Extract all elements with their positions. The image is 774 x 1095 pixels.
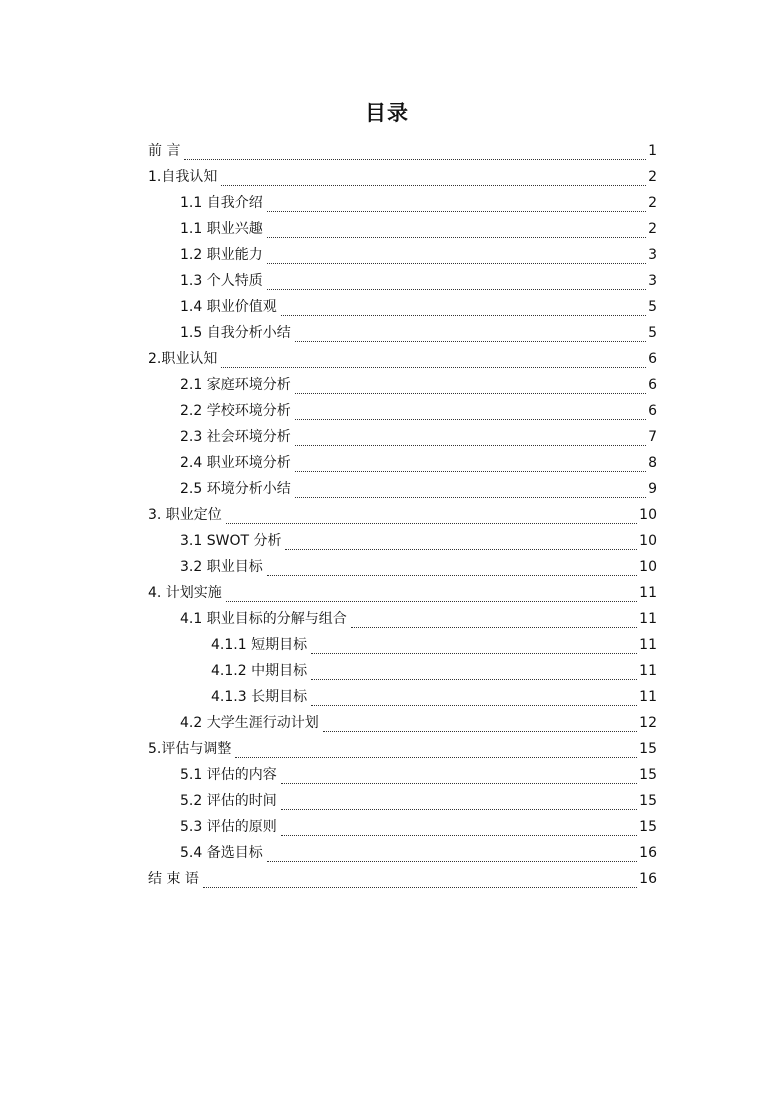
toc-entry-preface[interactable]	[148, 138, 657, 164]
toc-entry-4-1-2[interactable]	[211, 658, 657, 684]
toc-entry-2-5[interactable]	[180, 476, 657, 502]
toc-leader-dots	[295, 497, 646, 498]
toc-leader-dots	[295, 419, 646, 420]
toc-entry-label: 1.2 职业能力	[180, 247, 263, 263]
toc-page-number: 6	[648, 377, 657, 393]
toc-leader-dots	[285, 549, 637, 550]
toc-entry-1-5[interactable]	[180, 320, 657, 346]
toc-entry-2-1[interactable]	[180, 372, 657, 398]
toc-page-number: 7	[648, 429, 657, 445]
toc-leader-dots	[267, 289, 646, 290]
toc-page-number: 5	[648, 325, 657, 341]
toc-leader-dots	[221, 367, 646, 368]
toc-page-number: 3	[648, 273, 657, 289]
toc-leader-dots	[221, 185, 646, 186]
toc-entry-1[interactable]	[148, 164, 657, 190]
toc-page-number: 8	[648, 455, 657, 471]
toc-leader-dots	[311, 653, 637, 654]
toc-entry-label: 1.1 自我介绍	[180, 195, 263, 211]
toc-page-number: 11	[639, 663, 657, 679]
toc-entry-4-2[interactable]	[180, 710, 657, 736]
toc-page-number: 10	[639, 559, 657, 575]
toc-leader-dots	[281, 809, 637, 810]
toc-page-number: 15	[639, 819, 657, 835]
toc-entry-label: 5.1 评估的内容	[180, 767, 277, 783]
toc-entry-conclusion[interactable]	[148, 866, 657, 892]
toc-entry-label: 1.3 个人特质	[180, 273, 263, 289]
toc-leader-dots	[267, 211, 646, 212]
toc-leader-dots	[295, 471, 646, 472]
toc-entry-label: 3.1 SWOT 分析	[180, 533, 282, 549]
toc-entry-label: 4.1 职业目标的分解与组合	[180, 611, 347, 627]
toc-entry-label: 结 束 语	[148, 871, 199, 887]
toc-leader-dots	[235, 757, 637, 758]
toc-leader-dots	[295, 393, 646, 394]
toc-leader-dots	[267, 575, 637, 576]
toc-page-number: 2	[648, 169, 657, 185]
toc-page-number: 2	[648, 221, 657, 237]
toc-entry-5-2[interactable]	[180, 788, 657, 814]
toc-entry-4-1[interactable]	[180, 606, 657, 632]
toc-leader-dots	[281, 783, 637, 784]
toc-entry-label: 2.4 职业环境分析	[180, 455, 291, 471]
toc-entry-2-3[interactable]	[180, 424, 657, 450]
toc-leader-dots	[351, 627, 637, 628]
toc-entry-label: 5.3 评估的原则	[180, 819, 277, 835]
toc-leader-dots	[311, 679, 637, 680]
toc-entry-1-3[interactable]	[180, 268, 657, 294]
toc-entry-1-4[interactable]	[180, 294, 657, 320]
toc-entry-2-2[interactable]	[180, 398, 657, 424]
toc-entry-3-2[interactable]	[180, 554, 657, 580]
toc-leader-dots	[203, 887, 637, 888]
toc-page-number: 11	[639, 585, 657, 601]
toc-entry-label: 5.评估与调整	[148, 741, 232, 757]
toc-entry-5-4[interactable]	[180, 840, 657, 866]
page-title: 目录	[365, 100, 409, 125]
toc-page-number: 11	[639, 637, 657, 653]
toc-entry-label: 4. 计划实施	[148, 585, 222, 601]
toc-entry-label: 1.自我认知	[148, 169, 218, 185]
toc-leader-dots	[267, 237, 646, 238]
toc-entry-label: 1.1 职业兴趣	[180, 221, 263, 237]
toc-page-number: 15	[639, 793, 657, 809]
toc-entry-label: 4.1.3 长期目标	[211, 689, 308, 705]
toc-entry-label: 5.4 备选目标	[180, 845, 263, 861]
toc-page-number: 6	[648, 351, 657, 367]
toc-leader-dots	[295, 445, 646, 446]
toc-page-number: 16	[639, 845, 657, 861]
toc-entry-label: 5.2 评估的时间	[180, 793, 277, 809]
toc-leader-dots	[267, 263, 646, 264]
toc-entry-label: 1.4 职业价值观	[180, 299, 277, 315]
toc-page-number: 9	[648, 481, 657, 497]
toc-entry-label: 2.2 学校环境分析	[180, 403, 291, 419]
toc-entry-label: 4.2 大学生涯行动计划	[180, 715, 319, 731]
toc-page-number: 1	[648, 143, 657, 159]
toc-entry-3-1[interactable]	[180, 528, 657, 554]
toc-entry-label: 3. 职业定位	[148, 507, 222, 523]
toc-entry-3[interactable]	[148, 502, 657, 528]
toc-entry-2-4[interactable]	[180, 450, 657, 476]
toc-page-number: 5	[648, 299, 657, 315]
toc-entry-label: 1.5 自我分析小结	[180, 325, 291, 341]
toc-entry-label: 4.1.2 中期目标	[211, 663, 308, 679]
toc-page-number: 10	[639, 533, 657, 549]
toc-entry-4-1-3[interactable]	[211, 684, 657, 710]
toc-entry-label: 4.1.1 短期目标	[211, 637, 308, 653]
toc-entry-label: 2.3 社会环境分析	[180, 429, 291, 445]
toc-entry-label: 前 言	[148, 143, 181, 159]
toc-entry-label: 2.5 环境分析小结	[180, 481, 291, 497]
toc-entry-1-2[interactable]	[180, 242, 657, 268]
toc-entry-5-1[interactable]	[180, 762, 657, 788]
toc-page-number: 15	[639, 767, 657, 783]
toc-leader-dots	[311, 705, 637, 706]
toc-page-number: 15	[639, 741, 657, 757]
toc-page-number: 3	[648, 247, 657, 263]
toc-page-number: 6	[648, 403, 657, 419]
toc-page-number: 16	[639, 871, 657, 887]
toc-entry-5[interactable]	[148, 736, 657, 762]
toc-page-number: 11	[639, 611, 657, 627]
toc-leader-dots	[226, 601, 637, 602]
toc-page-number: 12	[639, 715, 657, 731]
toc-entry-4-1-1[interactable]	[211, 632, 657, 658]
toc-leader-dots	[295, 341, 646, 342]
toc-entry-label: 2.1 家庭环境分析	[180, 377, 291, 393]
toc-page-number: 10	[639, 507, 657, 523]
toc-page-number: 11	[639, 689, 657, 705]
toc-leader-dots	[281, 315, 646, 316]
toc-entry-label: 2.职业认知	[148, 351, 218, 367]
toc-entry-label: 3.2 职业目标	[180, 559, 263, 575]
toc-leader-dots	[267, 861, 637, 862]
toc-leader-dots	[226, 523, 637, 524]
toc-page-number: 2	[648, 195, 657, 211]
toc-leader-dots	[323, 731, 637, 732]
toc-leader-dots	[184, 159, 646, 160]
toc-entry-1-1b[interactable]	[180, 216, 657, 242]
toc-entry-1-1a[interactable]	[180, 190, 657, 216]
toc-entry-5-3[interactable]	[180, 814, 657, 840]
toc-leader-dots	[281, 835, 637, 836]
toc-entry-2[interactable]	[148, 346, 657, 372]
toc-entry-4[interactable]	[148, 580, 657, 606]
